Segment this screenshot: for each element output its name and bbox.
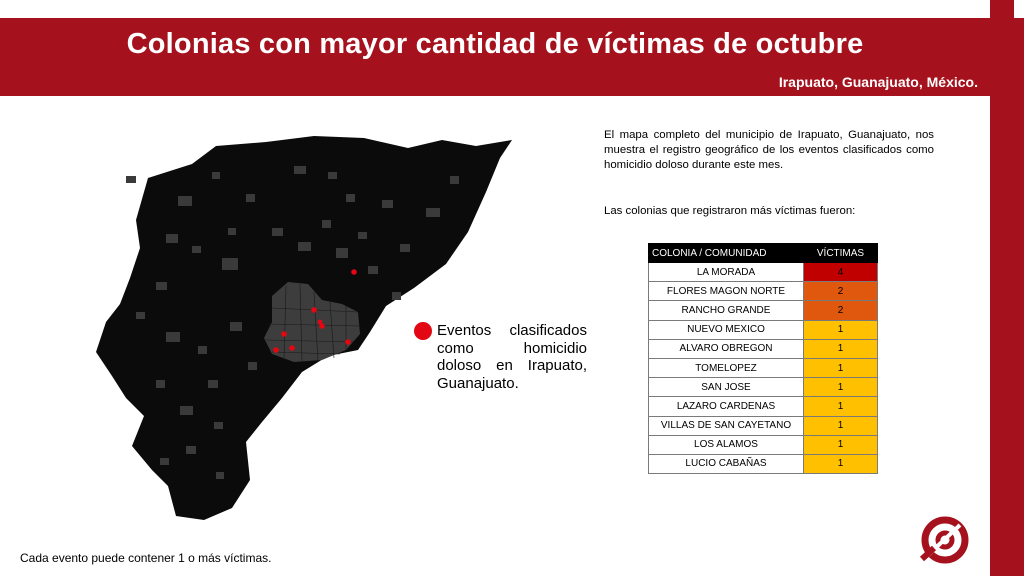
table-header-row <box>649 244 878 263</box>
table-row <box>649 320 878 339</box>
colonia-cell: RANCHO GRANDE <box>649 301 804 320</box>
colonia-cell: SAN JOSE <box>649 378 804 397</box>
victimas-cell: 1 <box>804 378 878 397</box>
right-edge-cap <box>1014 0 1024 18</box>
right-accent-bar <box>990 0 1024 576</box>
table-row <box>649 435 878 454</box>
event-marker <box>273 347 279 353</box>
event-marker <box>289 345 295 351</box>
victimas-cell: 1 <box>804 358 878 377</box>
table-row <box>649 339 878 358</box>
colonia-cell: LOS ALAMOS <box>649 435 804 454</box>
column-header-victimas: VÍCTIMAS <box>804 244 878 263</box>
victimas-cell: 2 <box>804 301 878 320</box>
footnote: Cada evento puede contener 1 o más víctimas. <box>20 551 272 565</box>
page-subtitle: Irapuato, Guanajuato, México. <box>778 74 978 90</box>
page-title: Colonias con mayor cantidad de víctimas de octubre <box>126 28 864 60</box>
top-margin <box>0 0 1024 18</box>
table-row <box>649 416 878 435</box>
victimas-cell: 1 <box>804 435 878 454</box>
table-row <box>649 397 878 416</box>
event-marker <box>351 269 357 275</box>
event-marker <box>311 307 317 313</box>
column-header-colonia: COLONIA / COMUNIDAD <box>649 244 804 263</box>
colonias-intro-text: Las colonias que registraron más víctimas fueron: <box>604 205 856 217</box>
colonia-cell: ALVARO OBREGON <box>649 339 804 358</box>
victimas-cell: 1 <box>804 339 878 358</box>
victims-table <box>648 243 878 474</box>
intro-paragraph: El mapa completo del municipio de Irapuato, Guanajuato, nos muestra el registro geográfico de los eventos clasificados como homicidio doloso durante este mes. <box>604 129 934 171</box>
colonia-cell: FLORES MAGON NORTE <box>649 282 804 301</box>
table-row <box>649 454 878 473</box>
legend-marker-icon <box>414 322 432 340</box>
event-marker <box>281 331 287 337</box>
colonia-cell: NUEVO MEXICO <box>649 320 804 339</box>
colonia-cell: LA MORADA <box>649 263 804 282</box>
colonia-cell: LAZARO CARDENAS <box>649 397 804 416</box>
event-marker <box>318 320 323 325</box>
table-row <box>649 263 878 282</box>
victimas-cell: 1 <box>804 454 878 473</box>
table-row <box>649 358 878 377</box>
table-row <box>649 378 878 397</box>
map-legend-text: Eventos clasificados como homicidio doloso en Irapuato, Guanajuato. <box>437 322 587 392</box>
victimas-cell: 4 <box>804 263 878 282</box>
victimas-cell: 1 <box>804 320 878 339</box>
colonia-cell: VILLAS DE SAN CAYETANO <box>649 416 804 435</box>
victimas-cell: 2 <box>804 282 878 301</box>
victimas-cell: 1 <box>804 397 878 416</box>
table-row <box>649 282 878 301</box>
event-marker <box>345 339 351 345</box>
table-body <box>649 263 878 474</box>
brand-logo-icon <box>914 515 976 565</box>
table-row <box>649 301 878 320</box>
colonia-cell: LUCIO CABAÑAS <box>649 454 804 473</box>
victimas-cell: 1 <box>804 416 878 435</box>
colonia-cell: TOMELOPEZ <box>649 358 804 377</box>
